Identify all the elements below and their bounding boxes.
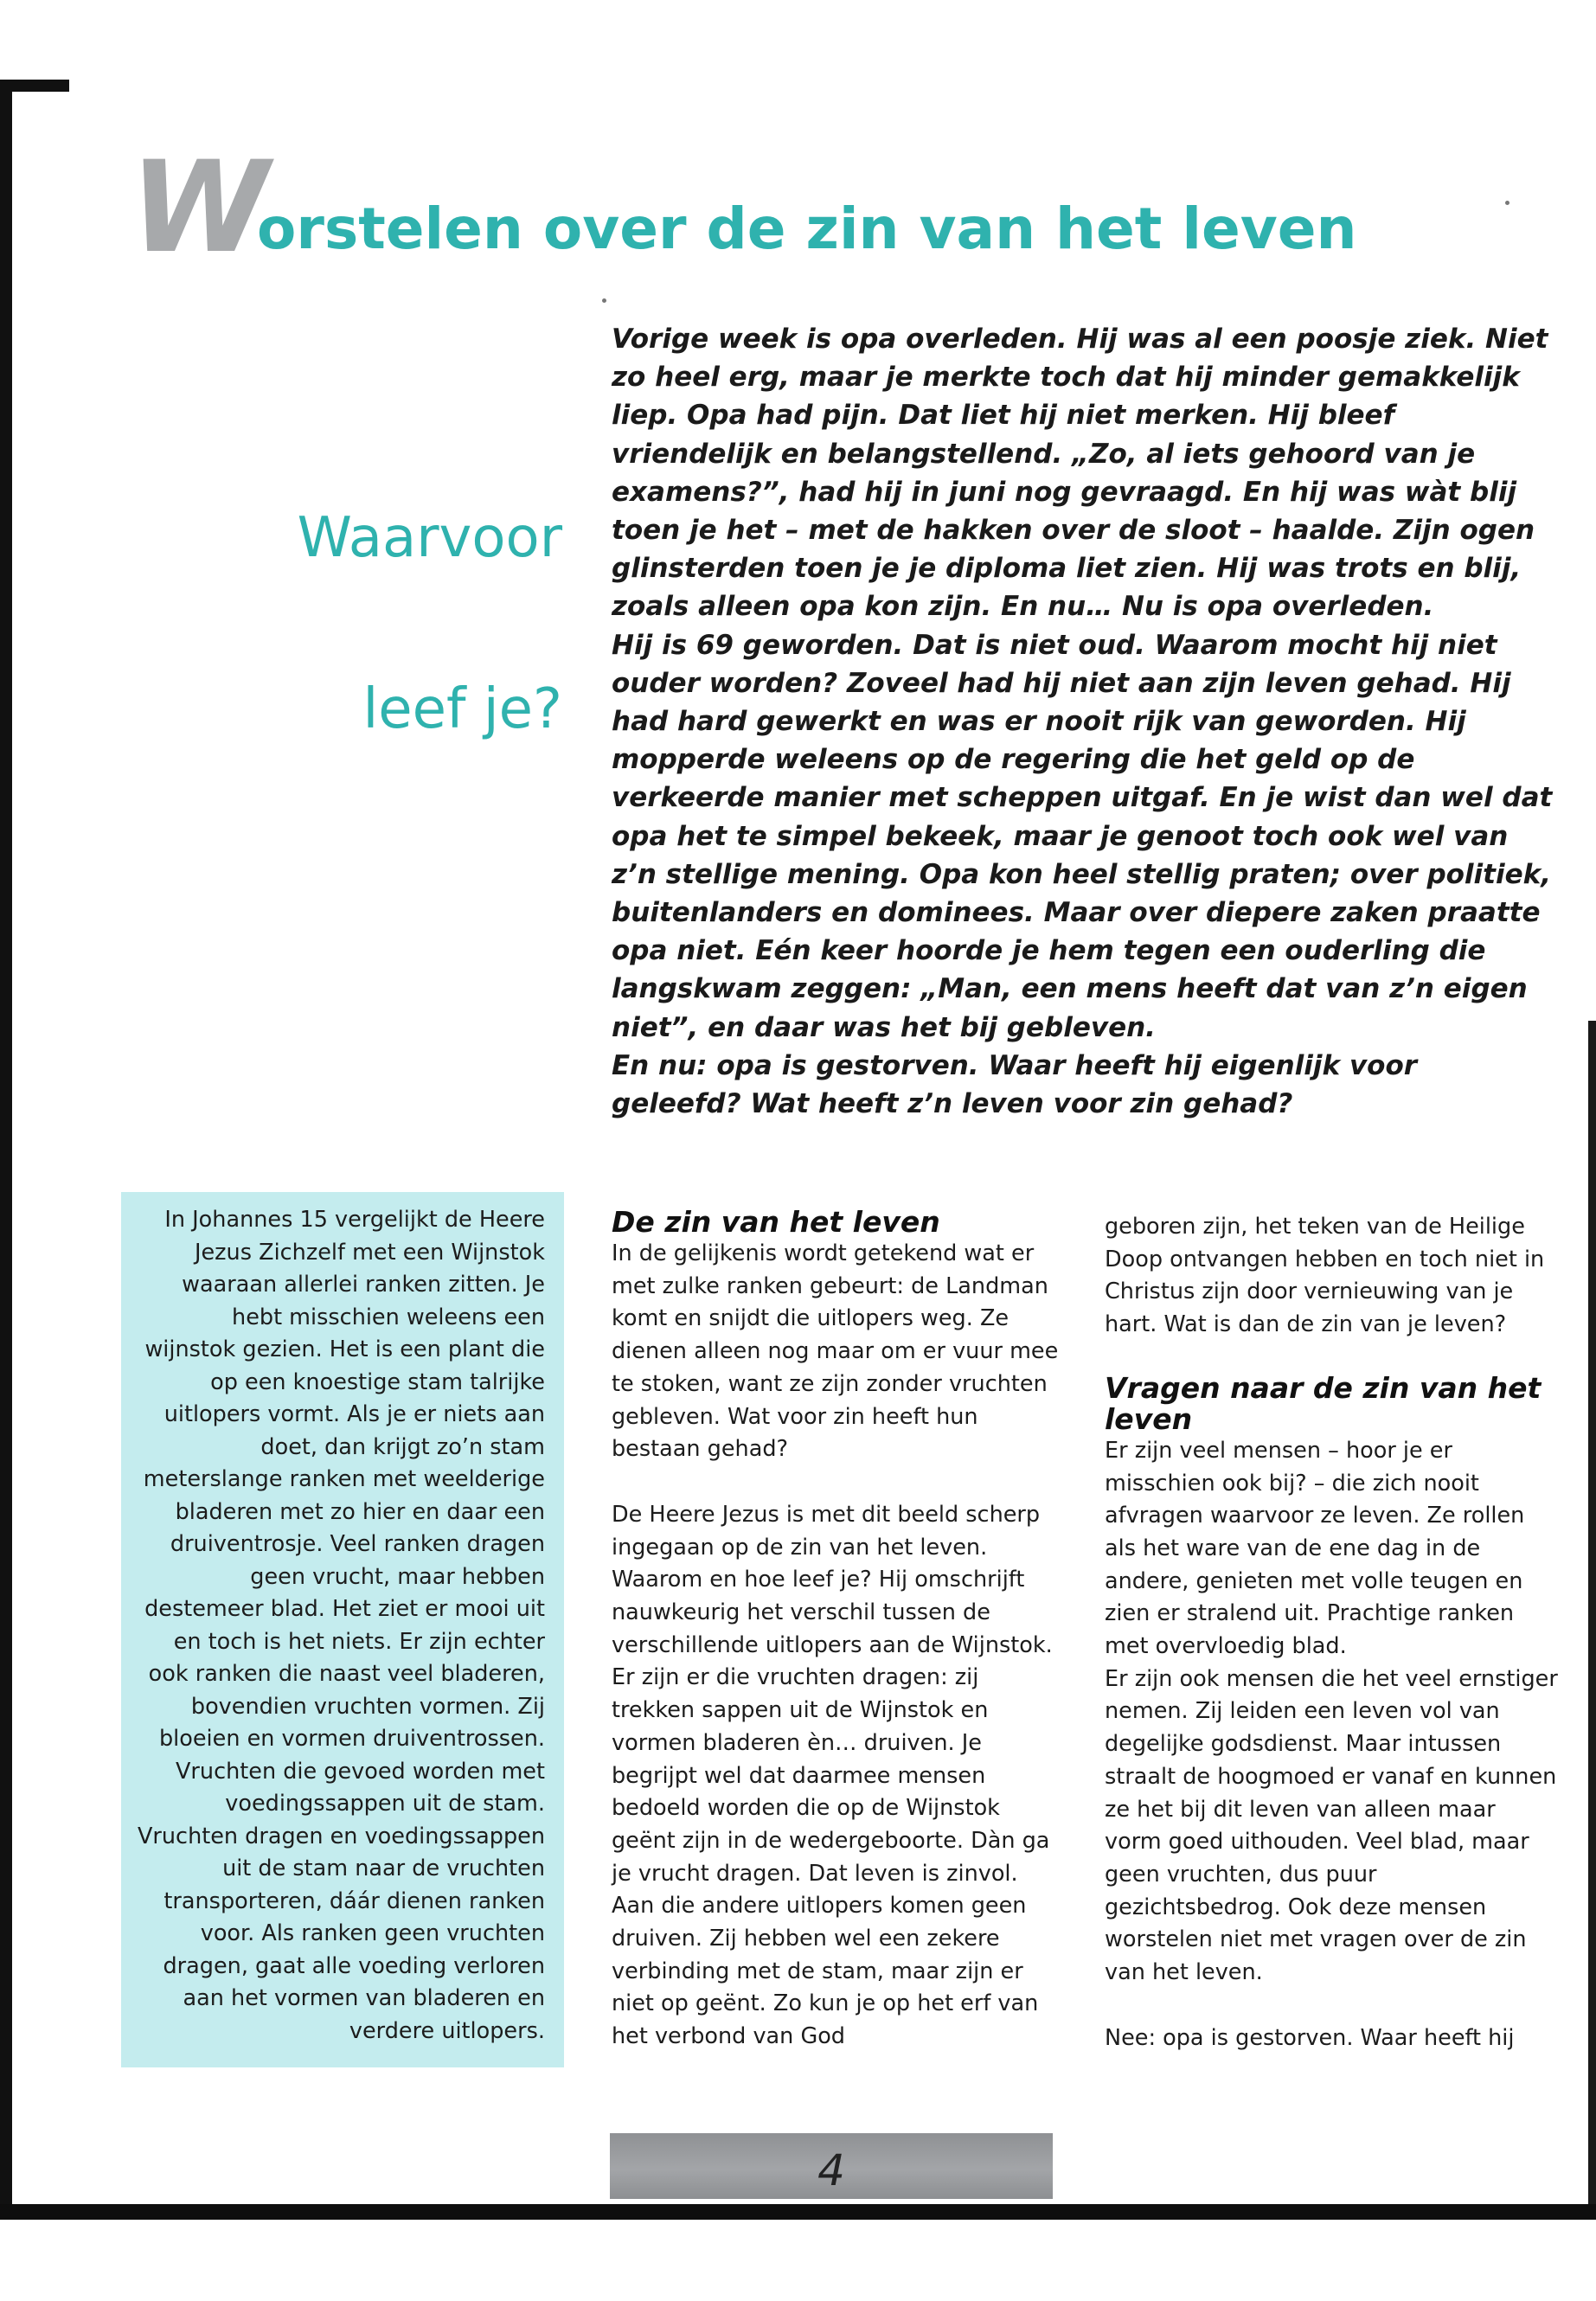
- sidebar-text: In Johannes 15 vergelijkt de Heere Jezus Zichzelf met een Wijnstok waaraan allerlei ranken zitten. Je hebt misschien weleens een wijnstok gezien. Het is een plant die op een knoestige stam talrijke uitlopers vormt. Als je er niets aan doet, dan krijgt zo’n stam meterslange ranken met weelderige bladeren met zo hier en daar een druiventrosje. Veel ranken dragen geen vrucht, maar hebben destemeer blad. Het ziet er mooi uit en toch is het niets. Er zijn echter ook ranken die naast veel bladeren, bovendien vruchten vormen. Zij bloeien en vormen druiventrossen. Vruchten die gevoed worden met voedingssappen uit de stam. Vruchten dragen en voedingssappen uit de stam naar de vruchten transporteren, dáár dienen ranken voor. Als ranken geen vruchten dragen, gaat alle voeding verloren aan het vormen van bladeren en verdere uitlopers.: [137, 1207, 545, 2044]
- pull-quote-line1: Waarvoor: [297, 506, 562, 570]
- scan-border-bottom: [0, 2204, 1596, 2220]
- body-paragraph: geboren zijn, het teken van de Heilige Doop ontvangen hebben en toch niet in Christus zijn door vernieuwing van je hart. Wat is dan de zin van je leven?: [1105, 1214, 1545, 1338]
- intro-paragraph: En nu: opa is gestorven. Waar heeft hij eigenlijk voor geleefd? Wat heeft z’n leven voor zin gehad?: [612, 1049, 1418, 1120]
- page-number: 4: [610, 2133, 1053, 2199]
- title-dropcap: W: [130, 134, 266, 281]
- body-paragraph: Aan die andere uitlopers komen geen druiven. Zij hebben wel een zekere verbinding met de stam, maar zijn er niet op geënt. Zo kun je op het erf van het verbond van God: [612, 1893, 1039, 2050]
- body-column-2: [612, 1207, 1066, 2054]
- intro-text: [612, 320, 1554, 1123]
- section-heading: De zin van het leven: [612, 1205, 940, 1239]
- scan-speck: [602, 298, 606, 303]
- scan-border-left: [0, 80, 12, 2216]
- scan-border-right: [1588, 1021, 1596, 2214]
- section-heading: Vragen naar de zin van het leven: [1105, 1370, 1542, 1436]
- body-column-3: [1105, 1211, 1559, 2054]
- article-title: [130, 134, 1357, 281]
- title-text: orstelen over de zin van het leven: [257, 195, 1357, 262]
- scan-speck: [1505, 201, 1509, 205]
- body-paragraph: Er zijn ook mensen die het veel ernstiger nemen. Zij leiden een leven vol van degelijke godsdienst. Maar intussen straalt de hoogmoed er vanaf en kunnen ze het bij dit leven van alleen maar vorm goed uithouden. Veel blad, maar geen vruchten, dus puur gezichtsbedrog. Ook deze mensen worstelen niet met vragen over de zin van het leven.: [1105, 1665, 1558, 1986]
- sidebar-box: [121, 1192, 564, 2067]
- body-paragraph: In de gelijkenis wordt getekend wat er met zulke ranken gebeurt: de Landman komt en snijdt die uitlopers weg. Ze dienen alleen nog maar om er vuur mee te stoken, want ze zijn zonder vruchten gebleven. Wat voor zin heeft hun bestaan gehad?: [612, 1240, 1059, 1463]
- body-paragraph: De Heere Jezus is met dit beeld scherp ingegaan op de zin van het leven. Waarom en hoe leef je? Hij omschrijft nauwkeurig het verschil tussen de verschillende uitlopers aan de Wijnstok. Er zijn er die vruchten dragen: zij trekken sappen uit de Wijnstok en vormen bladeren èn… druiven. Je begrijpt wel dat daarmee mensen bedoeld worden die op de Wijnstok geënt zijn in de wedergeboorte. Dàn ga je vrucht dragen. Dat leven is zinvol.: [612, 1501, 1053, 1887]
- intro-paragraph: Hij is 69 geworden. Dat is niet oud. Waarom mocht hij niet ouder worden? Zoveel had hij niet aan zijn leven gehad. Hij had hard gewerkt en was er nooit rijk van geworden. Hij mopperde weleens op de regering die het geld op de verkeerde manier met scheppen uitgaf. En je wist dan wel dat opa het te simpel bekeek, maar je genoot toch ook wel van z’n stellige mening. Opa kon heel stellig praten; over politiek, buitenlanders en dominees. Maar over diepere zaken praatte opa niet. Eén keer hoorde je hem tegen een ouderling die langskwam zeggen: „Man, een mens heeft dat van z’n eigen niet”, en daar was het bij gebleven.: [612, 629, 1553, 1043]
- intro-paragraph: Vorige week is opa overleden. Hij was al een poosje ziek. Niet zo heel erg, maar je merkte toch dat hij minder gemakkelijk liep. Opa had pijn. Dat liet hij niet merken. Hij bleef vriendelijk en belangstellend. „Zo, al iets gehoord van je examens?”, had hij in juni nog gevraagd. En hij was wàt blij toen je het – met de hakken over de sloot – haalde. Zijn ogen glinsterden toen je je diploma liet zien. Hij was trots en blij, zoals alleen opa kon zijn. En nu… Nu is opa overleden.: [612, 324, 1548, 623]
- pull-quote-line2: leef je?: [362, 677, 562, 741]
- body-paragraph: Er zijn veel mensen – hoor je er misschien ook bij? – die zich nooit afvragen waarvoor ze leven. Ze rollen als het ware van de ene dag in de andere, genieten met volle teugen en zien er stralend uit. Prachtige ranken met overvloedig blad.: [1105, 1437, 1525, 1660]
- body-paragraph: Nee: opa is gestorven. Waar heeft hij: [1105, 2024, 1515, 2051]
